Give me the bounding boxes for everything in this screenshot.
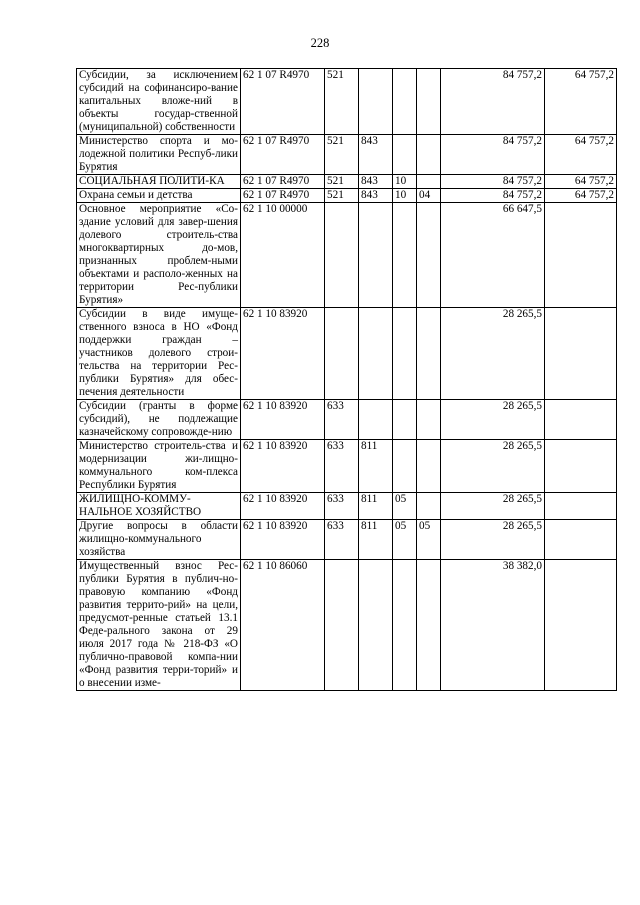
cell-subsection bbox=[417, 400, 441, 440]
cell-administrator bbox=[359, 400, 393, 440]
cell-amount-2 bbox=[545, 308, 617, 400]
cell-name: Субсидии (гранты в форме субсидий), не подлежащие казначейскому сопровожде-нию bbox=[77, 400, 241, 440]
cell-amount-1: 28 265,5 bbox=[441, 493, 545, 520]
budget-table bbox=[76, 68, 617, 691]
cell-amount-1: 84 757,2 bbox=[441, 135, 545, 175]
cell-section bbox=[393, 203, 417, 308]
cell-name: Субсидии в виде имуще-ственного взноса в НО «Фонд поддержки граждан – участников долевого строи-тельства на территории Рес-публики Бурятия» для обес-печения деятельности bbox=[77, 308, 241, 400]
cell-target-article: 62 1 10 83920 bbox=[241, 493, 325, 520]
cell-amount-2 bbox=[545, 440, 617, 493]
cell-expense-type bbox=[325, 308, 359, 400]
cell-amount-2: 64 757,2 bbox=[545, 69, 617, 135]
cell-expense-type: 633 bbox=[325, 400, 359, 440]
cell-administrator: 811 bbox=[359, 493, 393, 520]
cell-name: Охрана семьи и детства bbox=[77, 189, 241, 203]
cell-subsection bbox=[417, 560, 441, 691]
cell-name: Министерство строитель-ства и модернизации жи-лищно-коммунального ком-плекса Республики Бурятия bbox=[77, 440, 241, 493]
cell-subsection bbox=[417, 69, 441, 135]
table-row bbox=[77, 69, 617, 135]
cell-section bbox=[393, 400, 417, 440]
cell-amount-1: 28 265,5 bbox=[441, 400, 545, 440]
cell-target-article: 62 1 07 R4970 bbox=[241, 69, 325, 135]
cell-amount-1: 28 265,5 bbox=[441, 440, 545, 493]
table-row bbox=[77, 189, 617, 203]
cell-target-article: 62 1 10 00000 bbox=[241, 203, 325, 308]
cell-expense-type: 633 bbox=[325, 520, 359, 560]
cell-target-article: 62 1 10 86060 bbox=[241, 560, 325, 691]
cell-name: Субсидии, за исключением субсидий на софинансиро-вание капитальных вложе-ний в объекты государ-ственной (муниципальной) собственности bbox=[77, 69, 241, 135]
table-row bbox=[77, 560, 617, 691]
cell-subsection bbox=[417, 203, 441, 308]
cell-section: 05 bbox=[393, 520, 417, 560]
cell-section bbox=[393, 440, 417, 493]
cell-name: ЖИЛИЩНО-КОММУ-НАЛЬНОЕ ХОЗЯЙСТВО bbox=[77, 493, 241, 520]
cell-expense-type bbox=[325, 560, 359, 691]
cell-subsection bbox=[417, 440, 441, 493]
cell-amount-1: 84 757,2 bbox=[441, 175, 545, 189]
cell-expense-type bbox=[325, 203, 359, 308]
cell-amount-2 bbox=[545, 560, 617, 691]
cell-target-article: 62 1 10 83920 bbox=[241, 308, 325, 400]
cell-amount-2 bbox=[545, 493, 617, 520]
cell-target-article: 62 1 07 R4970 bbox=[241, 189, 325, 203]
cell-expense-type: 633 bbox=[325, 440, 359, 493]
cell-administrator bbox=[359, 308, 393, 400]
cell-subsection: 04 bbox=[417, 189, 441, 203]
cell-amount-2 bbox=[545, 203, 617, 308]
cell-section: 10 bbox=[393, 189, 417, 203]
cell-section: 10 bbox=[393, 175, 417, 189]
cell-section: 05 bbox=[393, 493, 417, 520]
cell-subsection bbox=[417, 175, 441, 189]
cell-expense-type: 521 bbox=[325, 175, 359, 189]
cell-target-article: 62 1 10 83920 bbox=[241, 400, 325, 440]
table-row bbox=[77, 203, 617, 308]
cell-amount-1: 28 265,5 bbox=[441, 308, 545, 400]
cell-amount-2 bbox=[545, 400, 617, 440]
table-row bbox=[77, 175, 617, 189]
cell-section bbox=[393, 69, 417, 135]
cell-target-article: 62 1 07 R4970 bbox=[241, 175, 325, 189]
cell-administrator: 843 bbox=[359, 189, 393, 203]
cell-target-article: 62 1 07 R4970 bbox=[241, 135, 325, 175]
table-row bbox=[77, 440, 617, 493]
cell-amount-2 bbox=[545, 520, 617, 560]
cell-administrator: 811 bbox=[359, 440, 393, 493]
cell-subsection bbox=[417, 308, 441, 400]
table-row bbox=[77, 400, 617, 440]
table-body bbox=[77, 69, 617, 691]
cell-name: Другие вопросы в области жилищно-коммунального хозяйства bbox=[77, 520, 241, 560]
table-row bbox=[77, 308, 617, 400]
cell-section bbox=[393, 560, 417, 691]
cell-administrator bbox=[359, 560, 393, 691]
cell-name: Основное мероприятие «Со-здание условий для завер-шения долевого строитель-ства многоквартирных до-мов, признанных проблем-ными объектами и располо-женных на территории Рес-публики Бурятия» bbox=[77, 203, 241, 308]
cell-name: Имущественный взнос Рес-публики Бурятия в публич-но-правовую компанию «Фонд развития террито-рий» на цели, предусмот-ренные статьей 13.1 Феде-рального закона от 29 июля 2017 года № 218-ФЗ «О публично-правовой компа-нии «Фонд развития терри-торий» и о внесении изме- bbox=[77, 560, 241, 691]
table-row bbox=[77, 493, 617, 520]
cell-expense-type: 633 bbox=[325, 493, 359, 520]
cell-amount-2: 64 757,2 bbox=[545, 135, 617, 175]
cell-amount-2: 64 757,2 bbox=[545, 175, 617, 189]
cell-expense-type: 521 bbox=[325, 135, 359, 175]
cell-target-article: 62 1 10 83920 bbox=[241, 440, 325, 493]
page-number: 228 bbox=[310, 36, 330, 50]
cell-amount-1: 66 647,5 bbox=[441, 203, 545, 308]
table-row bbox=[77, 135, 617, 175]
cell-target-article: 62 1 10 83920 bbox=[241, 520, 325, 560]
cell-section bbox=[393, 135, 417, 175]
cell-amount-2: 64 757,2 bbox=[545, 189, 617, 203]
cell-amount-1: 84 757,2 bbox=[441, 69, 545, 135]
cell-amount-1: 38 382,0 bbox=[441, 560, 545, 691]
cell-administrator: 843 bbox=[359, 135, 393, 175]
cell-amount-1: 28 265,5 bbox=[441, 520, 545, 560]
cell-subsection bbox=[417, 493, 441, 520]
cell-administrator bbox=[359, 69, 393, 135]
table-row bbox=[77, 520, 617, 560]
cell-name: СОЦИАЛЬНАЯ ПОЛИТИ-КА bbox=[77, 175, 241, 189]
cell-subsection: 05 bbox=[417, 520, 441, 560]
cell-amount-1: 84 757,2 bbox=[441, 189, 545, 203]
cell-administrator: 811 bbox=[359, 520, 393, 560]
cell-administrator: 843 bbox=[359, 175, 393, 189]
cell-subsection bbox=[417, 135, 441, 175]
cell-section bbox=[393, 308, 417, 400]
cell-administrator bbox=[359, 203, 393, 308]
cell-expense-type: 521 bbox=[325, 189, 359, 203]
cell-expense-type: 521 bbox=[325, 69, 359, 135]
cell-name: Министерство спорта и мо-лодежной политики Респуб-лики Бурятия bbox=[77, 135, 241, 175]
